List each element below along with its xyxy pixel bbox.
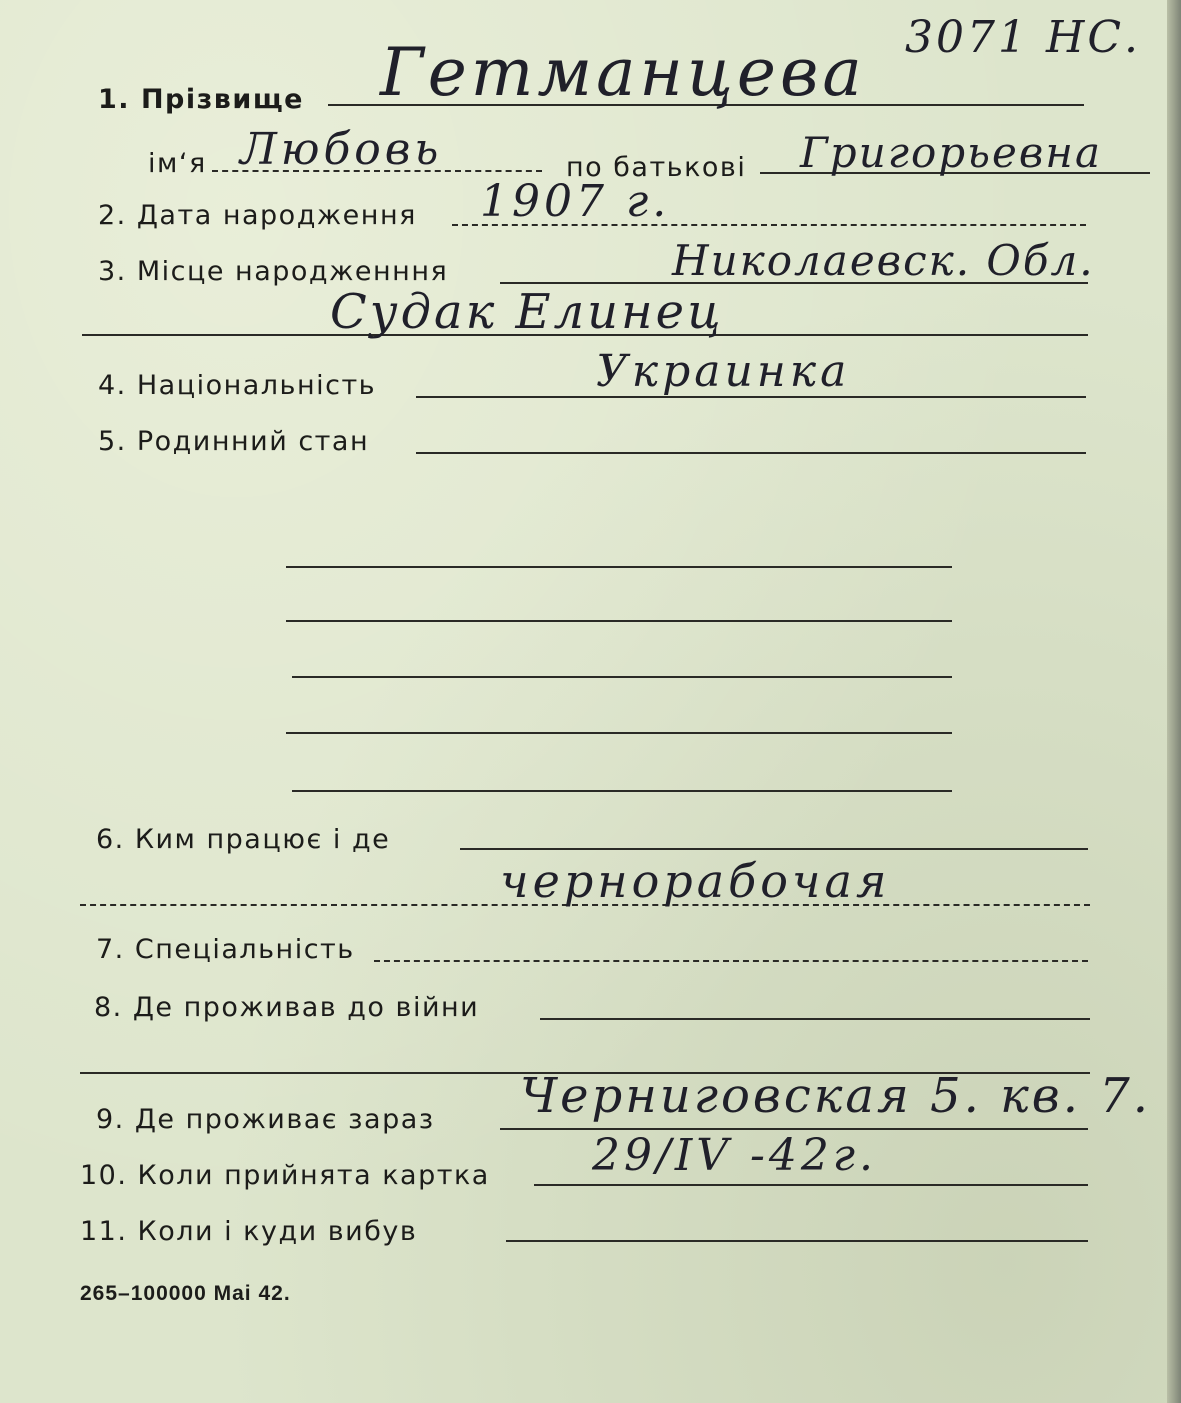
birth-date-value: 1907 г. <box>480 176 671 227</box>
marital-label: 5. Родинний стан <box>98 426 370 457</box>
patronymic-label: по батькові <box>566 152 747 183</box>
print-code: 265–100000 Mai 42. <box>80 1282 291 1305</box>
first-name-value: Любовь <box>240 124 443 175</box>
nationality-value: Украинка <box>596 346 851 397</box>
occupation-line <box>460 848 1088 850</box>
card-accepted-label: 10. Коли прийнята картка <box>80 1160 490 1191</box>
child-4-line <box>286 732 952 734</box>
archive-mark: 3071 НС. <box>905 12 1141 63</box>
current-residence-value: Черниговская 5. кв. 7. <box>520 1068 1152 1124</box>
birth-place-label: 3. Місце народженння <box>98 256 449 287</box>
birth-date-label: 2. Дата народження <box>98 200 417 231</box>
patronymic-value: Григорьевна <box>800 128 1103 177</box>
prewar-residence-line <box>540 1018 1090 1020</box>
departed-line <box>506 1240 1088 1242</box>
card-accepted-value: 29/IV -42г. <box>592 1130 878 1181</box>
surname-value: Гетманцева <box>380 34 866 111</box>
departed-label: 11. Коли і куди вибув <box>80 1216 418 1247</box>
specialty-label: 7. Спеціальність <box>96 934 355 965</box>
occupation-label: 6. Ким працює і де <box>96 824 391 855</box>
prewar-residence-label: 8. Де проживав до війни <box>94 992 480 1023</box>
marital-line <box>416 452 1086 454</box>
surname-label: 1. Прізвище <box>98 84 304 115</box>
current-residence-label: 9. Де проживає зараз <box>96 1104 435 1135</box>
child-2-line <box>286 620 952 622</box>
nationality-label: 4. Національність <box>98 370 377 401</box>
child-3-line <box>292 676 952 678</box>
child-1-line <box>286 566 952 568</box>
first-name-label: ім‘я <box>148 148 207 179</box>
occupation-value: чернорабочая <box>500 854 891 908</box>
card-edge-shadow <box>1167 0 1181 1403</box>
child-5-line <box>292 790 952 792</box>
birth-place-value-2: Судак Елинец <box>330 284 724 340</box>
birth-place-value-1: Николаевск. Обл. <box>672 236 1095 285</box>
card-accepted-line <box>534 1184 1088 1186</box>
specialty-line <box>374 960 1088 962</box>
